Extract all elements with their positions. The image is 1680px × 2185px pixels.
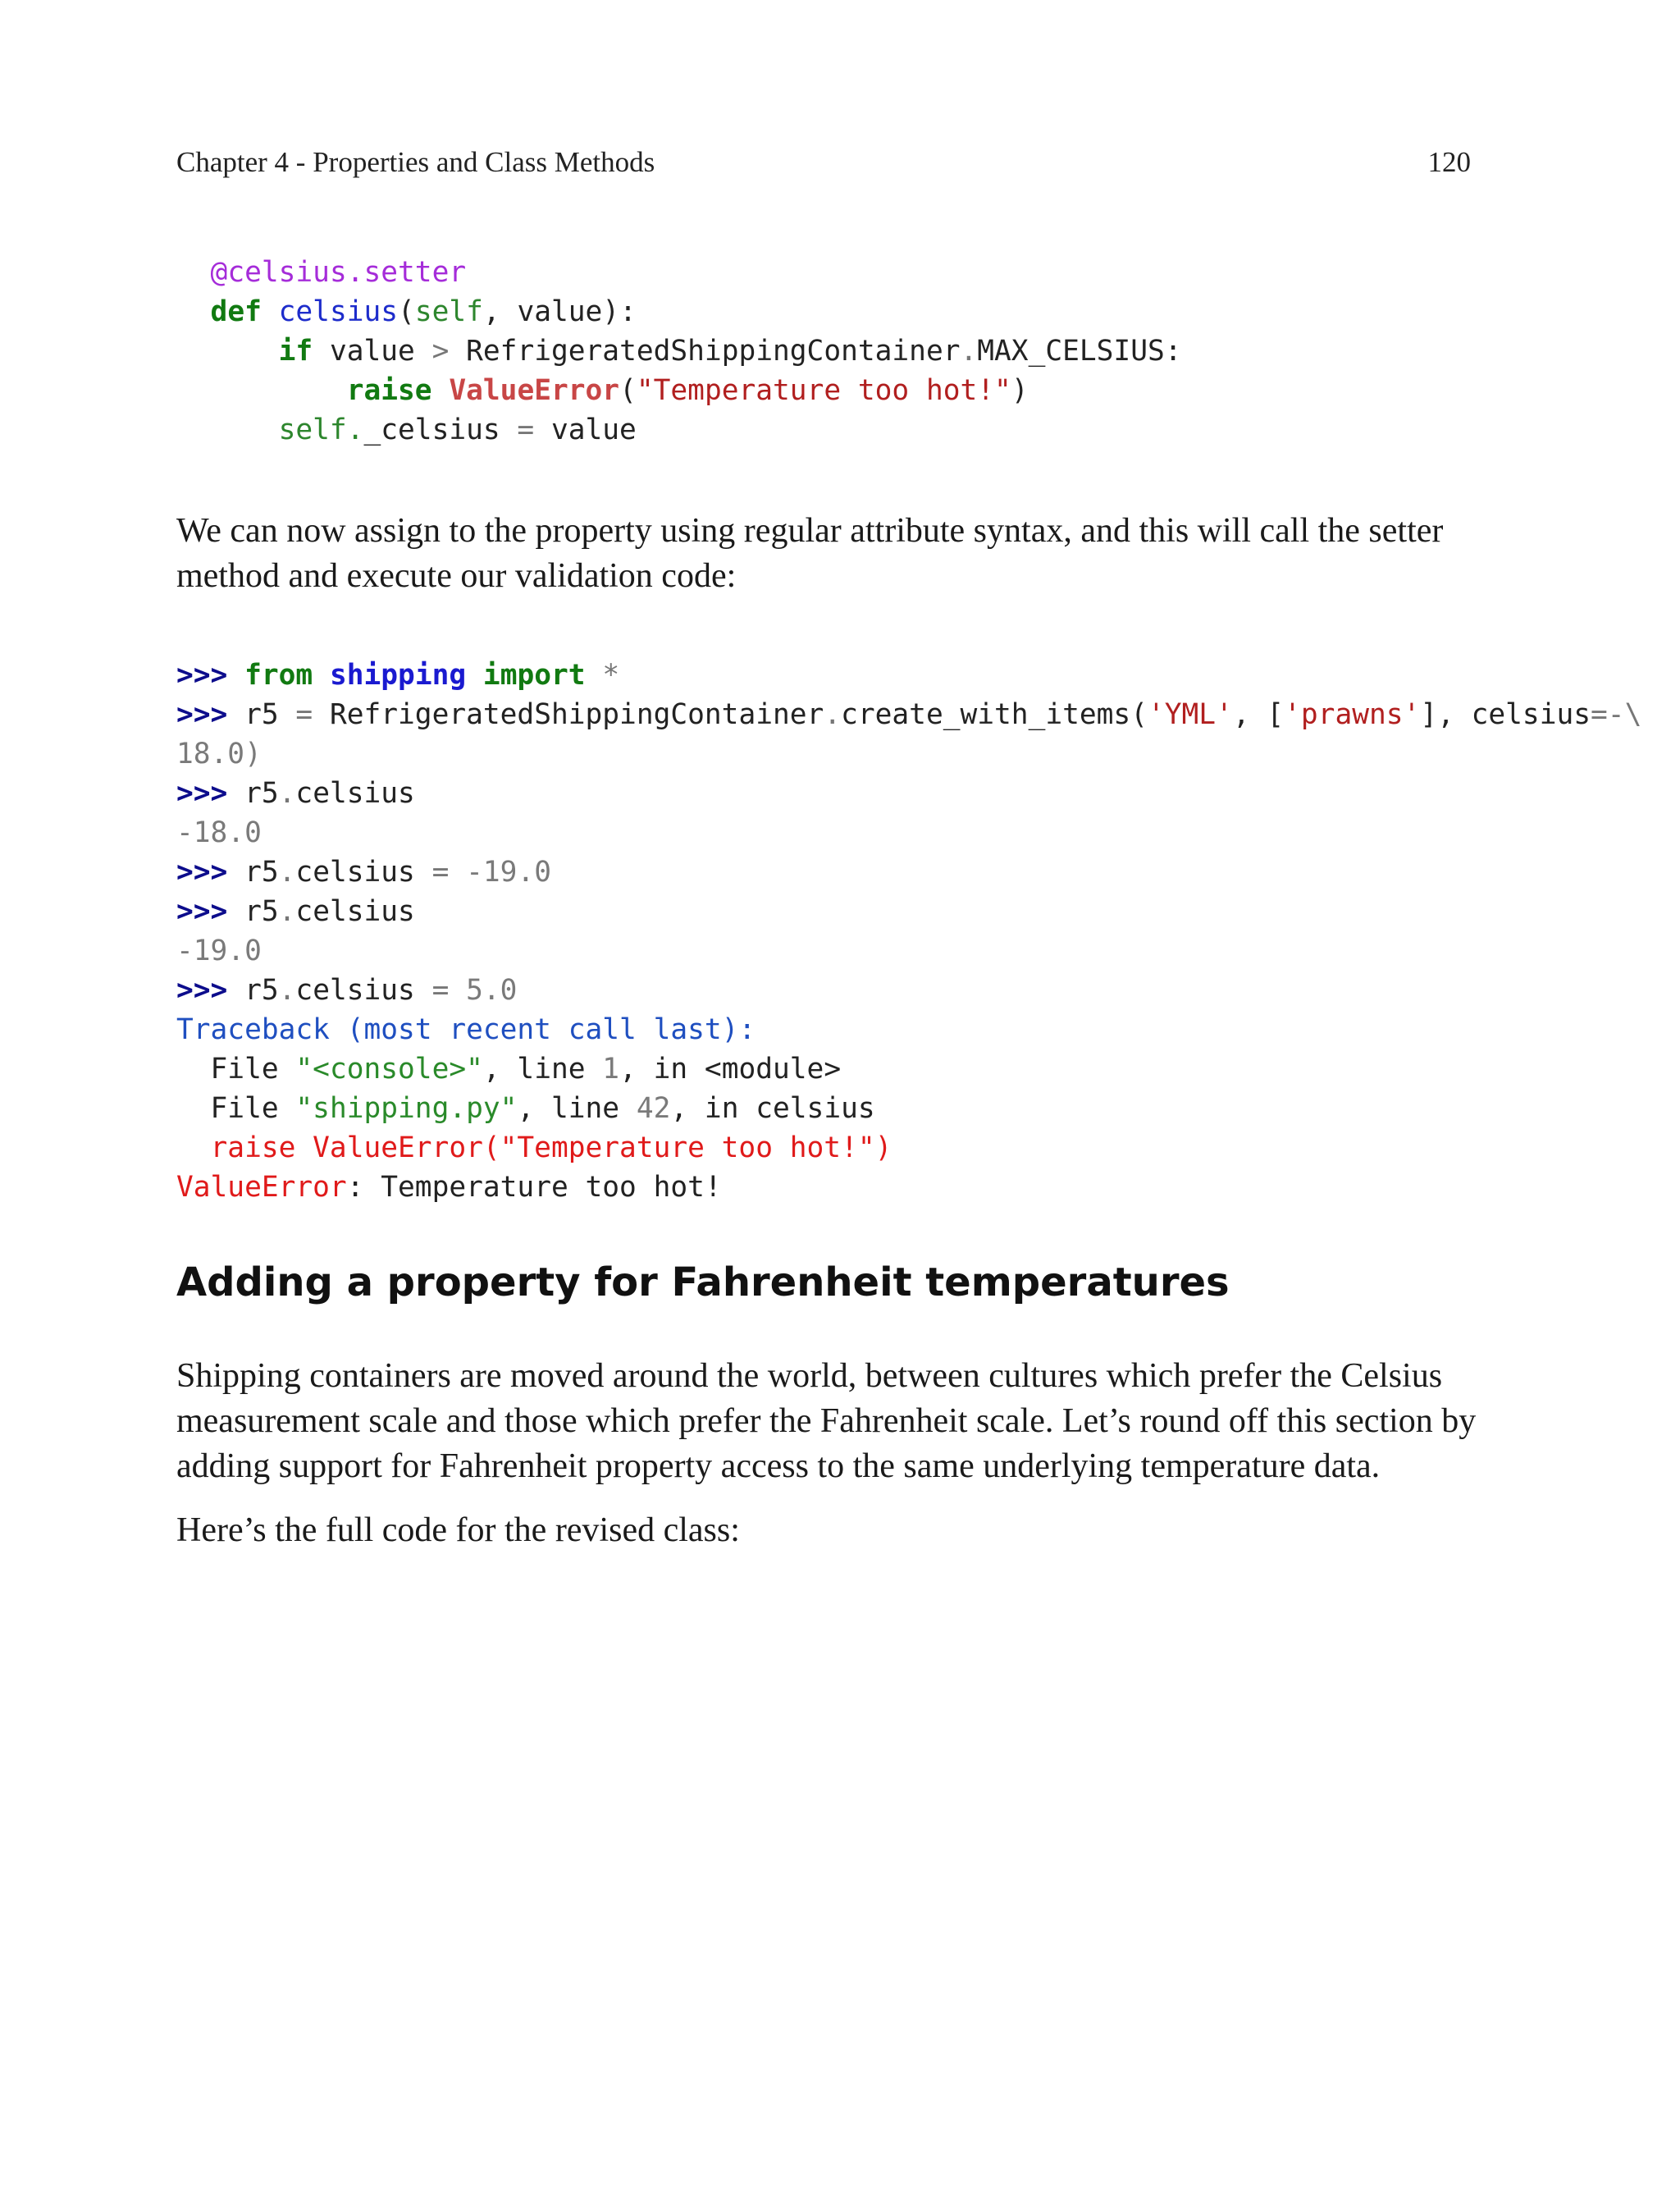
object-r5: r5 <box>244 974 279 1007</box>
function-name: celsius <box>278 295 399 328</box>
attribute-celsius: celsius <box>295 974 432 1007</box>
assign-operator: = <box>431 856 450 889</box>
method-call: create_with_items( <box>841 698 1148 731</box>
module-name: shipping <box>329 659 467 692</box>
assign-operator: = <box>295 698 313 731</box>
traceback-line-number: 1 <box>602 1053 620 1086</box>
object-r5: r5 <box>244 895 279 928</box>
close-paren: ) <box>1011 374 1029 407</box>
variable-r5: r5 <box>244 698 296 731</box>
traceback-line-label: , line <box>517 1092 637 1125</box>
traceback-file-label: File <box>176 1053 296 1086</box>
repl-prompt: >>> <box>176 974 228 1007</box>
traceback-location: , in celsius <box>670 1092 875 1125</box>
string-arg-owner: 'YML' <box>1147 698 1233 731</box>
if-variable: value <box>313 335 432 368</box>
dot-operator: . <box>824 698 842 731</box>
paragraph-fahrenheit-intro: Shipping containers are moved around the world, between cultures which prefer the Celsius measurement scale and those which prefer the Fahrenheit scale. Let’s round off this section by adding support for Fahrenheit property access to the same underlying temperature data. <box>176 1357 1477 1485</box>
repl-prompt: >>> <box>176 659 228 692</box>
attribute-name: _celsius <box>363 414 518 446</box>
assign-value: value <box>534 414 637 446</box>
object-r5: r5 <box>244 856 279 889</box>
decorator: @celsius.setter <box>210 256 467 289</box>
self-param: self <box>414 295 483 328</box>
traceback-line-number: 42 <box>636 1092 671 1125</box>
punctuation: , [ <box>1232 698 1285 731</box>
traceback-file-label: File <box>176 1092 296 1125</box>
self-ref: self. <box>278 414 364 446</box>
attribute-celsius: celsius <box>295 895 415 928</box>
traceback-header: Traceback (most recent call last): <box>176 1013 756 1046</box>
continuation-operator: =-\ <box>1591 698 1642 731</box>
paragraph-full-code-intro: Here’s the full code for the revised class: <box>176 1511 740 1549</box>
string-arg-item: 'prawns' <box>1284 698 1421 731</box>
error-type: ValueError <box>176 1171 347 1204</box>
chapter-title: Chapter 4 - Properties and Class Methods <box>176 146 655 178</box>
running-header <box>176 146 1471 179</box>
repl-prompt: >>> <box>176 777 228 810</box>
assigned-value: -19.0 <box>449 856 551 889</box>
paragraph-setter-explanation: We can now assign to the property using regular attribute syntax, and this will call the setter method and execute our validation code: <box>176 512 1444 595</box>
class-name: RefrigeratedShippingContainer <box>449 335 961 368</box>
page-number: 120 <box>1427 146 1471 178</box>
from-keyword: from <box>244 659 313 692</box>
output-value: -18.0 <box>176 816 262 849</box>
attribute-celsius: celsius <box>295 777 415 810</box>
class-name: RefrigeratedShippingContainer <box>313 698 824 731</box>
section-heading: Adding a property for Fahrenheit temperatures <box>176 1259 1230 1305</box>
repl-prompt: >>> <box>176 895 228 928</box>
error-message: : Temperature too hot! <box>346 1171 722 1204</box>
constant-name: MAX_CELSIUS: <box>977 335 1182 368</box>
exception-message: "Temperature too hot!" <box>636 374 1011 407</box>
assigned-value: 5.0 <box>449 974 518 1007</box>
repl-prompt: >>> <box>176 698 228 731</box>
assign-operator: = <box>517 414 535 446</box>
repl-code-block: >>> from shipping import * >>> r5 = RefrigeratedShippingContainer.create_with_items('YML', ['prawns'], celsius=-\ 18.0) >>> r5.celsius -18.0 >>> r5.celsius = -19.0 >>> r5.celsius -19.0 >>> r5.celsius = 5.0 Traceback (most recent call last): File "<console>", line 1, in <module> File "shipping.py", line 42, in celsius raise ValueError("Temperature too hot!") ValueError: Temperature too hot! <box>176 659 1642 1204</box>
repl-prompt: >>> <box>176 856 228 889</box>
dot-operator: . <box>960 335 978 368</box>
continuation-value: 18.0) <box>176 738 262 770</box>
output-value: -19.0 <box>176 935 262 967</box>
traceback-line-label: , line <box>482 1053 603 1086</box>
raise-keyword: raise <box>346 374 432 407</box>
def-keyword: def <box>210 295 262 328</box>
star-operator: * <box>602 659 620 692</box>
open-paren: ( <box>619 374 637 407</box>
keyword-arg: ], celsius <box>1420 698 1591 731</box>
attribute-celsius: celsius <box>295 856 432 889</box>
traceback-filename: "shipping.py" <box>295 1092 518 1125</box>
import-keyword: import <box>482 659 586 692</box>
params-rest: , value): <box>482 295 637 328</box>
if-keyword: if <box>278 335 313 368</box>
object-r5: r5 <box>244 777 279 810</box>
assign-operator: = <box>431 974 450 1007</box>
setter-code-block: @celsius.setter def celsius(self, value): if value > RefrigeratedShippingContainer.MAX_CELSIUS: raise ValueError("Temperature too hot!") self._celsius = value <box>210 256 1182 446</box>
gt-operator: > <box>431 335 450 368</box>
traceback-location: , in <module> <box>619 1053 842 1086</box>
traceback-source-line: raise ValueError("Temperature too hot!") <box>176 1131 892 1164</box>
exception-name: ValueError <box>449 374 620 407</box>
traceback-filename: "<console>" <box>295 1053 483 1086</box>
